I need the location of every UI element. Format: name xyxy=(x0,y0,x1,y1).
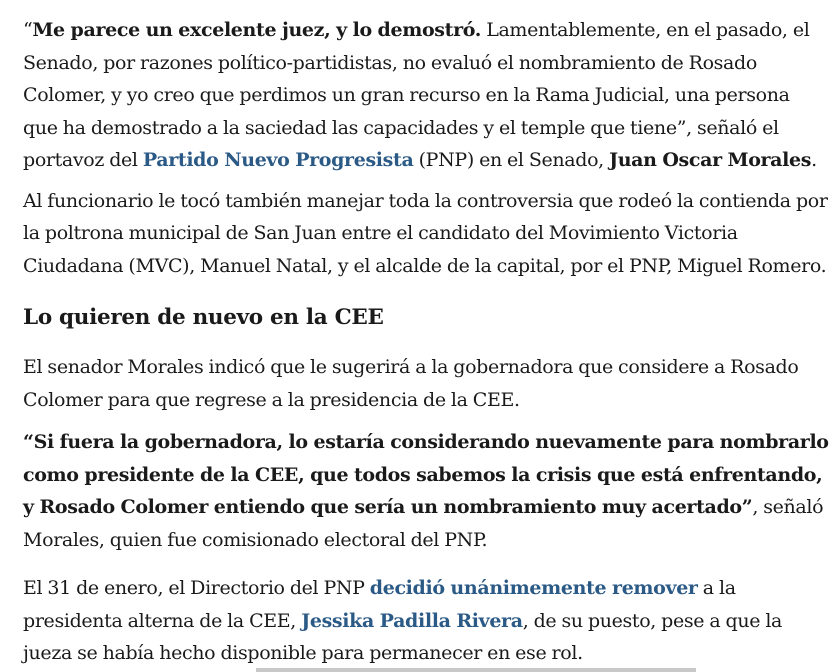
paragraph-text: , de su puesto, pese a que la jueza se había hecho disponible para permanecer en ese rol. xyxy=(23,609,783,664)
article-body xyxy=(23,14,829,670)
bold-quote: Me parece un excelente juez, y lo demostró. xyxy=(32,19,481,41)
paragraph-end: . xyxy=(811,149,817,171)
bold-quote: “Si fuera la gobernadora, lo estaría considerando nuevamente para nombrarlo como presidente de la CEE, que todos sabemos la crisis que está enfrentando, y Rosado Colomer entiendo que sería un nombramiento muy acertado” xyxy=(23,431,829,518)
paragraph-text: (PNP) en el Senado, xyxy=(413,149,610,171)
paragraph-controversy: Al funcionario le tocó también manejar toda la controversia que rodeó la contienda por la poltrona municipal de San Juan entre el candidato del Movimiento Victoria Ciudadana (MVC), Manuel Natal, y el alcalde de la capital, por el PNP, Miguel Romero. xyxy=(23,189,828,277)
open-quote: “ xyxy=(23,19,33,41)
link-partido-nuevo-progresista[interactable]: Partido Nuevo Progresista xyxy=(142,149,414,171)
article-image-edge xyxy=(256,668,696,672)
paragraph-directorio xyxy=(23,572,829,670)
link-jessika-padilla-rivera[interactable]: Jessika Padilla Rivera xyxy=(301,609,523,632)
paragraph-quote-morales xyxy=(23,14,829,177)
paragraph-suggestion: El senador Morales indicó que le sugerirá a la gobernadora que considere a Rosado Colomer para que regrese a la presidencia de la CEE. xyxy=(23,356,799,411)
paragraph-text: a la presidenta alterna de la CEE, xyxy=(23,577,736,632)
paragraph-text: Lamentablemente, en el pasado, el Senado, por razones político-partidistas, no evaluó el nombramiento de Rosado Colomer, y yo creo que perdimos un gran recurso en la Rama Judicial, una persona que ha demostrado a la saciedad las capacidades y el temple que tiene”, señaló el portavoz del xyxy=(23,19,810,171)
paragraph-text: El 31 de enero, el Directorio del PNP xyxy=(23,577,370,599)
section-heading: Lo quieren de nuevo en la CEE xyxy=(23,305,384,330)
paragraph-quote-governor xyxy=(23,426,829,556)
bold-name: Juan Oscar Morales xyxy=(609,149,812,171)
paragraph-text: , señaló Morales, quien fue comisionado electoral del PNP. xyxy=(23,496,824,551)
link-decision[interactable]: decidió unánimemente remover xyxy=(369,577,698,599)
